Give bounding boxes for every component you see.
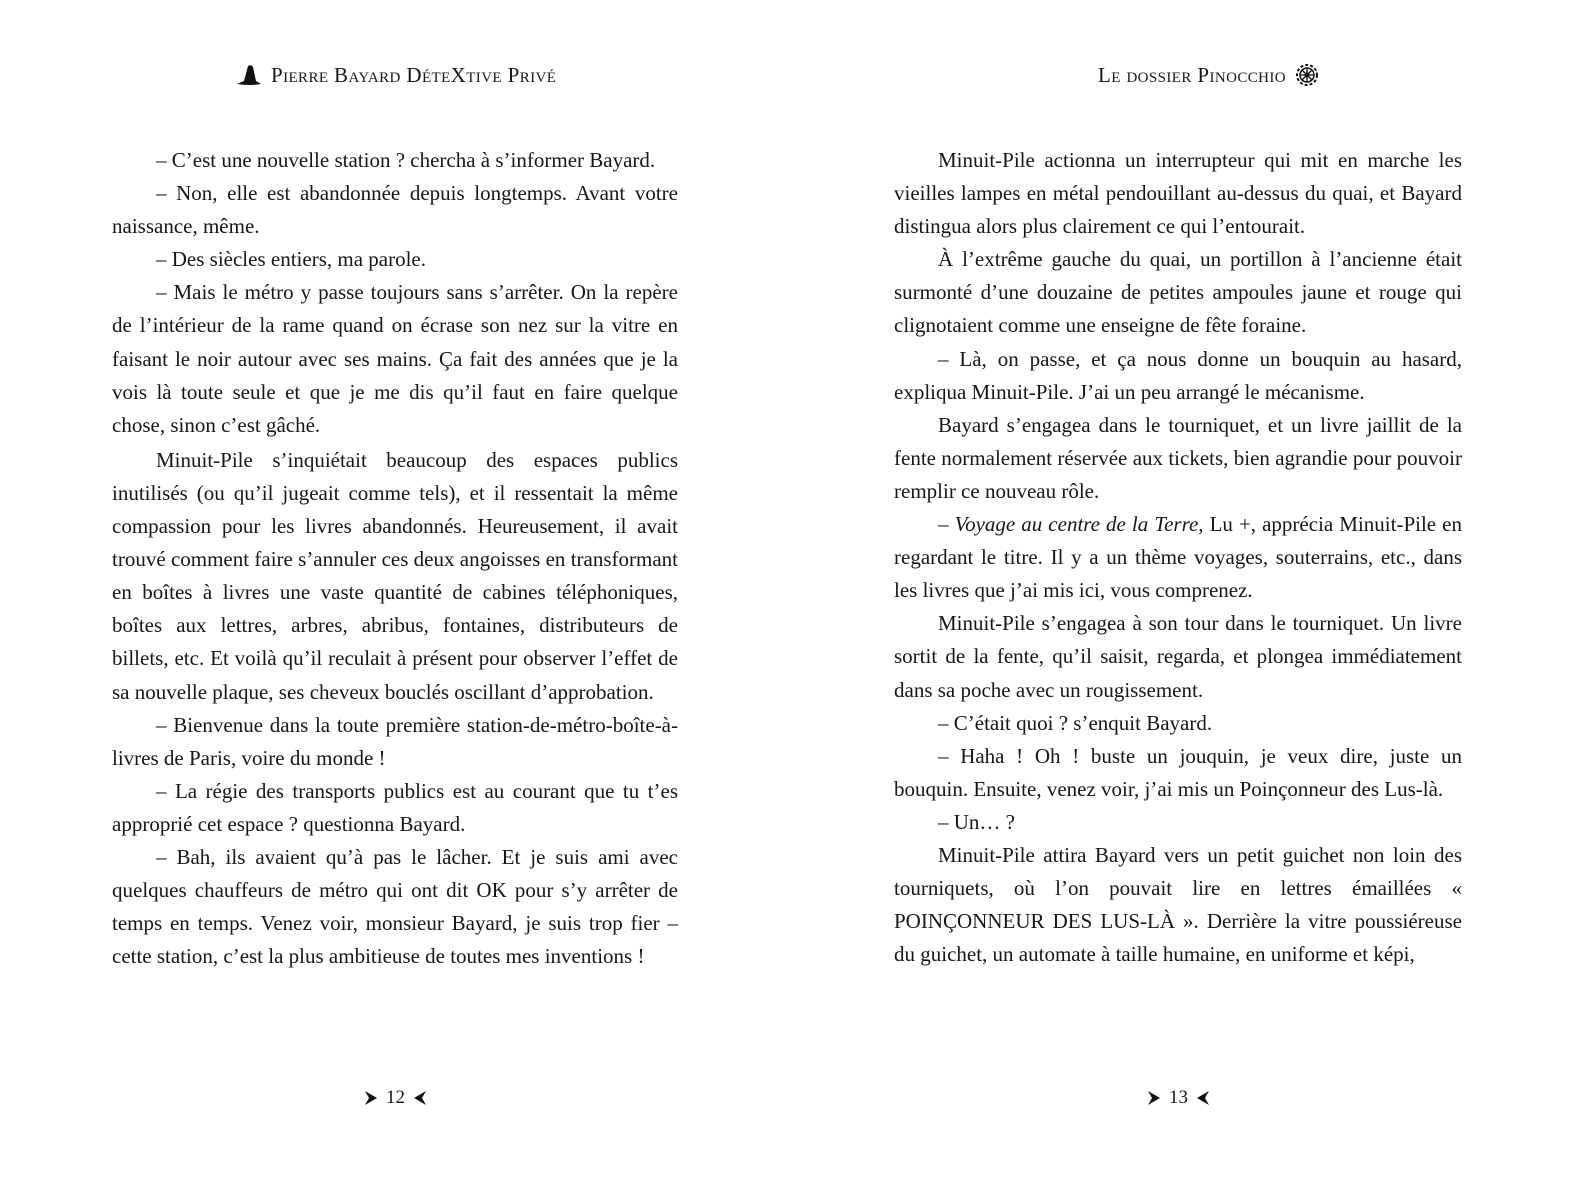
paragraph: – Bienvenue dans la toute première station-de-métro-boîte-à-livres de Paris, voire du monde ! (112, 712, 678, 770)
paragraph: – C’est une nouvelle station ? chercha à s’informer Bayard. (156, 148, 656, 172)
paragraph: – Haha ! Oh ! buste un jouquin, je veux dire, juste un bouquin. Ensuite, venez voir, j’ai mis un Poinçonneur des Lus-là. (894, 743, 1462, 801)
arrow-fleuron-icon (364, 1090, 378, 1106)
right-page (796, 0, 1592, 1200)
paragraph: À l’extrême gauche du quai, un portillon à l’ancienne était surmonté d’une douzaine de petites ampoules jaune et rouge qui clignotaient comme une enseigne de fête foraine. (894, 247, 1462, 338)
paragraph: Minuit-Pile attira Bayard vers un petit guichet non loin des tourniquets, où l’on pouvait lire en lettres émaillées « POINÇONNEUR DES LUS-LÀ ». Derrière la vitre poussiéreuse du guichet, un automate à taille humaine, en uniforme et képi, (894, 842, 1462, 967)
paragraph: – Bah, ils avaient qu’à pas le lâcher. Et je suis ami avec quelques chauffeurs de métro qui ont dit OK pour s’y arrêter de temps en temps. Venez voir, monsieur Bayard, je suis trop fier – cette station, c’est la plus ambitieuse de toutes mes inventions ! (112, 844, 678, 969)
witch-hat-icon (236, 64, 262, 86)
paragraph: Minuit-Pile actionna un interrupteur qui mit en marche les vieilles lampes en métal pendouillant au-dessus du quai, et Bayard distingua alors plus clairement ce qui l’entourait. (894, 148, 1462, 239)
left-running-head-text: Pierre Bayard DéteXtive Privé (271, 62, 557, 87)
paragraph: – Un… ? (938, 809, 1015, 834)
paragraph: Minuit-Pile s’inquiétait beaucoup des espaces publics inutilisés (ou qu’il jugeait comme tels), et il ressentait la même compassion pour les livres abandonnés. Heureusement, il avait trouvé comment faire s’annuler ces deux angoisses en transformant en boîtes à livres une vaste quantité de cabines téléphoniques, boîtes aux lettres, arbres, abribus, fontaines, distributeurs de billets, etc. Et voilà qu’il reculait à présent pour observer l’effet de sa nouvelle plaque, ses cheveux bouclés oscillant d’approbation. (112, 447, 678, 704)
paragraph: – La régie des transports publics est au courant que tu t’es approprié cet espace ? questionna Bayard. (112, 778, 678, 836)
left-body-text (112, 144, 678, 973)
paragraph: – C’était quoi ? s’enquit Bayard. (938, 710, 1213, 735)
paragraph: – Là, on passe, et ça nous donne un bouquin au hasard, expliqua Minuit-Pile. J’ai un peu arrangé le mécanisme. (894, 346, 1462, 404)
arrow-fleuron-icon (1147, 1090, 1161, 1106)
right-running-head-text: Le dossier Pinocchio (1098, 62, 1287, 87)
right-body-text (894, 144, 1462, 971)
right-page-number (1147, 1086, 1210, 1110)
book-title: Voyage au centre de la Terre (954, 512, 1199, 537)
left-running-head (236, 60, 556, 90)
arrow-fleuron-icon (1196, 1090, 1210, 1106)
page-number: 12 (386, 1087, 405, 1108)
page-number: 13 (1169, 1087, 1188, 1108)
paragraph (894, 508, 1462, 607)
gear-flower-icon (1295, 63, 1319, 87)
paragraph: – Mais le métro y passe toujours sans s’arrêter. On la repère de l’intérieur de la rame quand on écrase son nez sur la vitre en faisant le noir autour avec ses mains. Ça fait des années que je la vois là toute seule et que je me dis qu’il faut en faire quelque chose, sinon c’est gâché. (112, 280, 678, 437)
right-running-head (1098, 60, 1319, 90)
paragraph: Bayard s’engagea dans le tourniquet, et un livre jaillit de la fente normalement réservée aux tickets, bien agrandie pour pouvoir remplir ce nouveau rôle. (894, 412, 1462, 503)
left-page-number (364, 1086, 427, 1110)
paragraph: – Des siècles entiers, ma parole. (156, 247, 426, 272)
dialogue-rest: , Lu +, apprécia Minuit-Pile en regardant le titre. Il y a un thème voyages, souterrains, etc., dans les livres que j’ai mis ici, vous comprenez. (894, 512, 1462, 603)
dialogue-dash: – (938, 512, 955, 537)
paragraph: Minuit-Pile s’engagea à son tour dans le tourniquet. Un livre sortit de la fente, qu’il saisit, regarda, et plongea immédiatement dans sa poche avec un rougissement. (894, 611, 1462, 702)
arrow-fleuron-icon (413, 1090, 427, 1106)
paragraph: – Non, elle est abandonnée depuis longtemps. Avant votre naissance, même. (112, 181, 678, 239)
